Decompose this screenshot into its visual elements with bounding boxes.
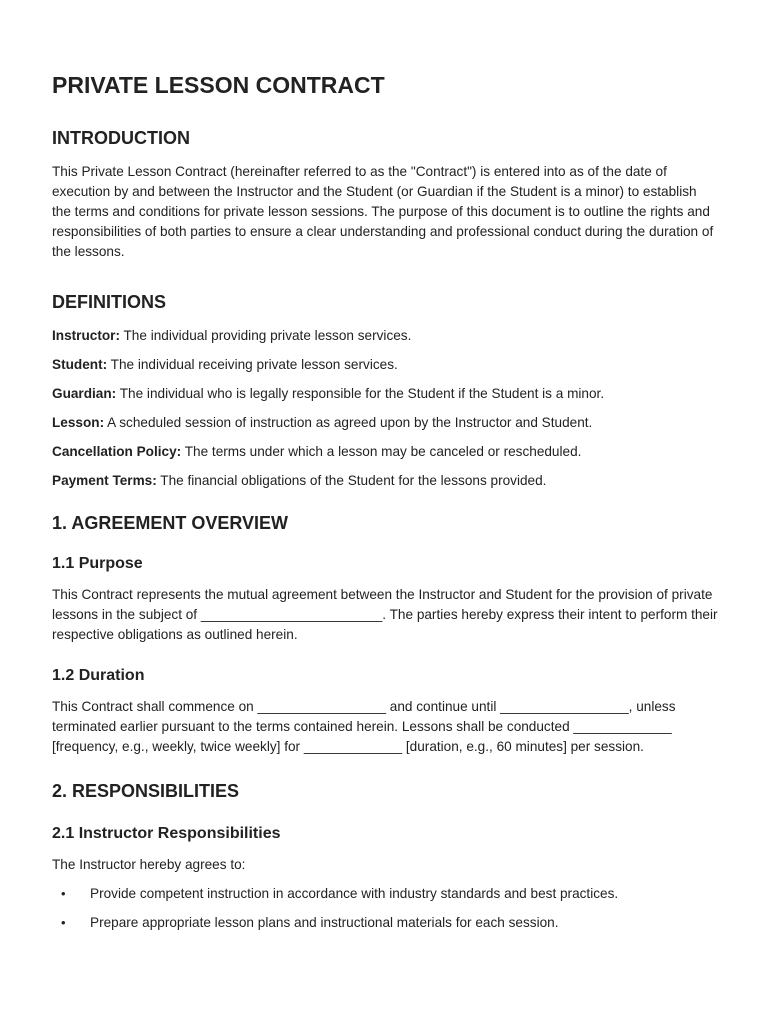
definition-text: The terms under which a lesson may be canceled or rescheduled. <box>181 444 582 459</box>
introduction-text: This Private Lesson Contract (hereinafter referred to as the "Contract") is entered into as of the date of execution by and between the Instructor and the Student (or Guardian if the Student is a minor) to establish the terms and conditions for private lesson sessions. The purpose of this document is to outline the rights and responsibilities of both parties to ensure a clear understanding and professional conduct during the duration of the lessons. <box>52 164 714 259</box>
definition-term: Payment Terms: <box>52 473 157 488</box>
definition-term: Student: <box>52 357 108 372</box>
definition-term: Guardian: <box>52 386 117 401</box>
responsibilities-heading: 2. RESPONSIBILITIES <box>52 781 240 801</box>
duration-text: This Contract shall commence on _________________ and continue until _________________, unless terminated earlier pursuant to the terms contained herein. Lessons shall be conducted _____________ [frequency, e.g., weekly, twice weekly] for _____________ [duration, e.g., 60 minutes] per session. <box>52 699 676 754</box>
instructor-responsibilities-lead: The Instructor hereby agrees to: <box>52 857 246 872</box>
definition-text: A scheduled session of instruction as agreed upon by the Instructor and Student. <box>104 415 593 430</box>
purpose-heading: 1.1 Purpose <box>52 555 143 572</box>
list-item-text: Prepare appropriate lesson plans and instructional materials for each session. <box>90 915 559 930</box>
definition-item <box>52 326 718 346</box>
instructor-responsibilities-heading: 2.1 Instructor Responsibilities <box>52 825 281 842</box>
definition-term: Instructor: <box>52 328 120 343</box>
bullet-icon: • <box>61 886 66 901</box>
duration-heading: 1.2 Duration <box>52 667 145 684</box>
instructor-responsibilities-list <box>52 884 718 933</box>
list-item <box>52 884 718 904</box>
definition-term: Cancellation Policy: <box>52 444 182 459</box>
bullet-icon: • <box>61 915 66 930</box>
definitions-list <box>52 326 718 491</box>
definition-item <box>52 442 718 462</box>
definition-item <box>52 471 718 491</box>
definition-text: The individual receiving private lesson services. <box>107 357 398 372</box>
document-title: PRIVATE LESSON CONTRACT <box>52 72 385 98</box>
definition-text: The individual who is legally responsible for the Student if the Student is a minor. <box>116 386 605 401</box>
definition-item <box>52 355 718 375</box>
list-item-text: Provide competent instruction in accordance with industry standards and best practices. <box>90 886 619 901</box>
definition-term: Lesson: <box>52 415 105 430</box>
definition-item <box>52 384 718 404</box>
purpose-text: This Contract represents the mutual agreement between the Instructor and Student for the provision of private lessons in the subject of ________________________. The parties hereby express their intent to perform their respective obligations as outlined herein. <box>52 587 718 642</box>
introduction-heading: INTRODUCTION <box>52 128 190 148</box>
definition-item <box>52 413 718 433</box>
agreement-overview-heading: 1. AGREEMENT OVERVIEW <box>52 513 289 533</box>
definition-text: The financial obligations of the Student for the lessons provided. <box>156 473 547 488</box>
definitions-heading: DEFINITIONS <box>52 292 167 312</box>
list-item <box>52 913 718 933</box>
definition-text: The individual providing private lesson services. <box>119 328 412 343</box>
